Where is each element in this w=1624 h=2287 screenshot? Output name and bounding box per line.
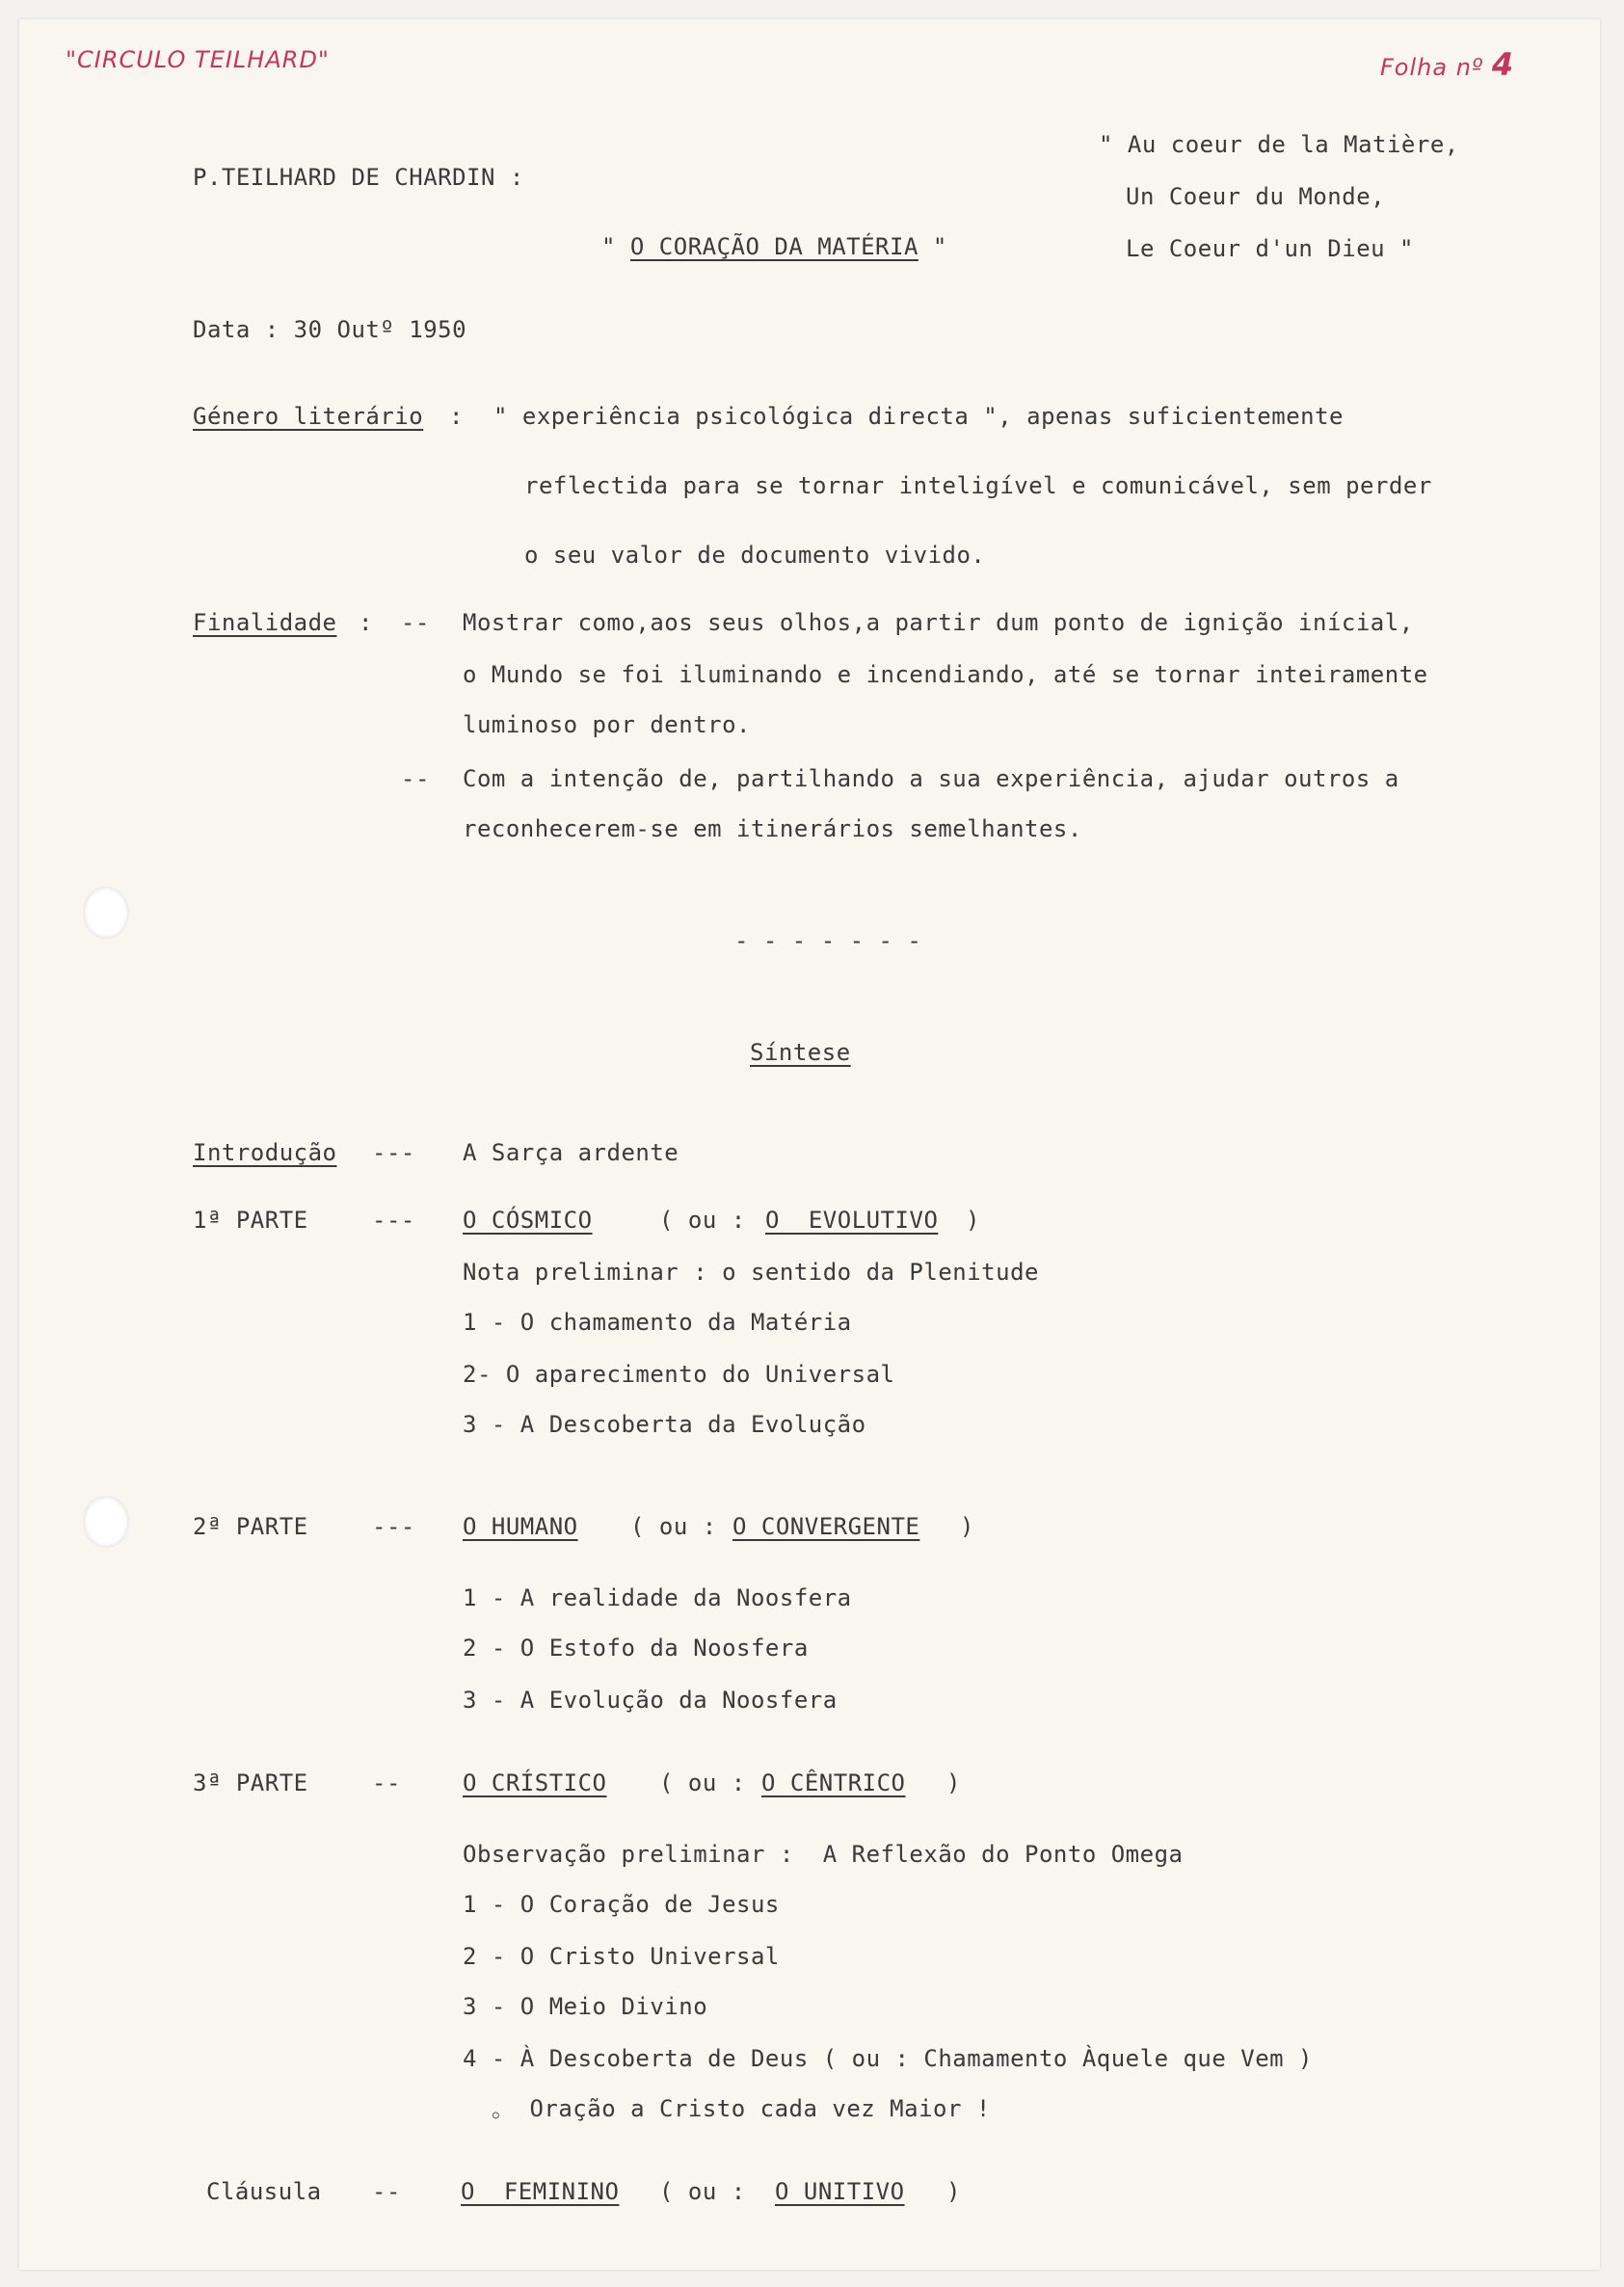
finalidade-sep: : [359, 609, 373, 636]
genero-line-1: " experiência psicológica directa ", apenas suficientemente [493, 403, 1344, 430]
parte2-title: O HUMANO [463, 1513, 578, 1540]
parte2-item-0: 1 - A realidade da Noosfera [463, 1584, 852, 1611]
parte3-alt-open: ( ou : [659, 1769, 746, 1796]
author: P.TEILHARD DE CHARDIN : [193, 164, 524, 191]
parte2-item-2: 3 - A Evolução da Noosfera [463, 1687, 838, 1714]
folha-label-handwritten: Folha nº 4 [1380, 46, 1515, 83]
finalidade-line-3: luminoso por dentro. [463, 711, 751, 738]
introducao-text: A Sarça ardente [463, 1139, 679, 1166]
finalidade-line-1: Mostrar como,aos seus olhos,a partir dum ponto de ignição inícial, [463, 609, 1414, 636]
finalidade-line-5: reconhecerem-se em itinerários semelhantes. [463, 815, 1082, 842]
circle-label-handwritten: "CIRCULO TEILHARD" [66, 46, 330, 73]
folha-number: 4 [1491, 46, 1515, 83]
separator: - - - - - - - [734, 927, 922, 954]
parte1-label: 1ª PARTE [193, 1207, 308, 1234]
parte3-item-4: 4 - À Descoberta de Deus ( ou : Chamamento Àquele que Vem ) [463, 2045, 1314, 2072]
clausula-alt-close: ) [946, 2178, 961, 2205]
parte3-item-0: Observação preliminar : A Reflexão do Ponto Omega [463, 1841, 1184, 1868]
date: Data : 30 Outº 1950 [193, 316, 467, 343]
parte3-oracao: 。 Oração a Cristo cada vez Maior ! [492, 2095, 991, 2122]
parte3-dash: -- [372, 1769, 401, 1796]
parte1-dash: --- [372, 1207, 415, 1234]
finalidade-line-2: o Mundo se foi iluminando e incendiando, até se tornar inteiramente [463, 661, 1428, 688]
parte2-dash: --- [372, 1513, 415, 1540]
parte3-item-3: 3 - O Meio Divino [463, 1993, 708, 2020]
parte1-alt-open: ( ou : [659, 1207, 746, 1234]
parte3-item-1: 1 - O Coração de Jesus [463, 1891, 780, 1918]
finalidade-label: Finalidade [193, 609, 337, 636]
finalidade-dash: -- [401, 609, 430, 636]
finalidade-dash-2: -- [401, 765, 430, 792]
punch-hole-bottom [83, 1496, 129, 1548]
punch-hole-top [83, 887, 129, 939]
clausula-dash: -- [372, 2178, 401, 2205]
sintese-heading: Síntese [750, 1039, 851, 1066]
document-title: " O CORAÇÃO DA MATÉRIA " [601, 233, 947, 260]
genero-line-2: reflectida para se tornar inteligível e comunicável, sem perder [524, 472, 1432, 499]
clausula-alt: O UNITIVO [775, 2178, 905, 2205]
parte2-alt-open: ( ou : [630, 1513, 717, 1540]
clausula-label: Cláusula [206, 2178, 322, 2205]
parte1-item-2: 2- O aparecimento do Universal [463, 1361, 895, 1388]
epigraph-line-2: Un Coeur du Monde, [1126, 183, 1386, 210]
epigraph-line-3: Le Coeur d'un Dieu " [1126, 235, 1414, 262]
parte2-item-1: 2 - O Estofo da Noosfera [463, 1635, 809, 1662]
parte1-alt: O EVOLUTIVO [765, 1207, 939, 1234]
introducao-dash: --- [372, 1139, 415, 1166]
parte1-item-1: 1 - O chamamento da Matéria [463, 1309, 852, 1336]
parte1-title: O CÓSMICO [463, 1207, 593, 1234]
parte2-alt-close: ) [960, 1513, 974, 1540]
genero-line-3: o seu valor de documento vivido. [524, 542, 986, 569]
parte1-item-3: 3 - A Descoberta da Evolução [463, 1411, 866, 1438]
parte1-item-0: Nota preliminar : o sentido da Plenitude [463, 1259, 1039, 1286]
parte1-alt-close: ) [966, 1207, 980, 1234]
parte2-label: 2ª PARTE [193, 1513, 308, 1540]
parte3-alt: O CÊNTRICO [761, 1769, 906, 1796]
clausula-title: O FEMININO [461, 2178, 620, 2205]
clausula-alt-open: ( ou : [659, 2178, 746, 2205]
genero-sep: : [449, 403, 464, 430]
genero-label: Género literário [193, 403, 424, 430]
parte3-alt-close: ) [946, 1769, 961, 1796]
title-text: O CORAÇÃO DA MATÉRIA [629, 233, 918, 260]
parte3-item-2: 2 - O Cristo Universal [463, 1943, 780, 1970]
finalidade-line-4: Com a intenção de, partilhando a sua experiência, ajudar outros a [463, 765, 1399, 792]
parte3-title: O CRÍSTICO [463, 1769, 607, 1796]
epigraph-line-1: " Au coeur de la Matière, [1099, 131, 1459, 158]
parte3-label: 3ª PARTE [193, 1769, 308, 1796]
parte2-alt: O CONVERGENTE [732, 1513, 920, 1540]
introducao-label: Introdução [193, 1139, 337, 1166]
